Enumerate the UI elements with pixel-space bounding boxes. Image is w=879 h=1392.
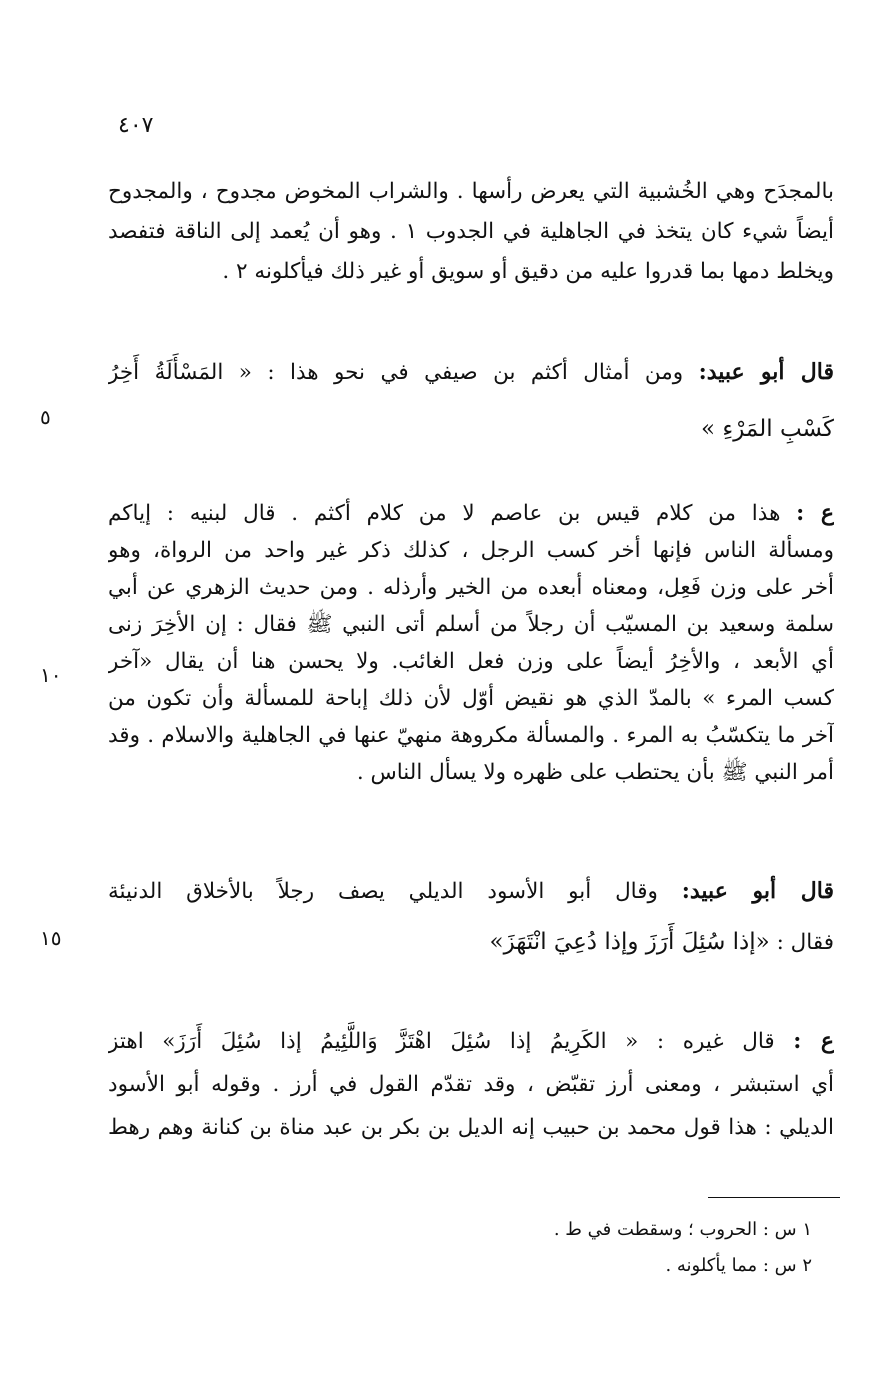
speaker-label: قال أبو عبيد: (698, 359, 834, 385)
footnote: ٢ س : مما يأكلونه . (665, 1255, 812, 1276)
paragraph-1 (108, 172, 834, 292)
page-number: ٤٠٧ (118, 113, 154, 138)
text-fragment: قال غيره : « الكَرِيمُ إذا سُئِلَ اهْتَزَّ وَاللَّئِيمُ إذا سُئِلَ أَرَزَ» اهتز (108, 1029, 794, 1054)
text-line: أي استبشر ، ومعنى أرز تقبّض ، وقد تقدّم القول في أرز . وقوله أبو الأسود (108, 1072, 834, 1097)
commentary-marker: ع : (796, 500, 834, 526)
text-line (108, 866, 834, 917)
text-line: أخر على وزن فَعِل، ومعناه أبعده من الخير وأرذله . ومن حديث الزهري عن أبي (108, 575, 834, 600)
text-line: سلمة وسعيد بن المسيّب أن رجلاً من أسلم أتى النبي ﷺ فقال : إن الأخِرَ زنى (108, 612, 834, 637)
paragraph-3 (108, 495, 834, 791)
text-line: كسب المرء » بالمدّ الذي هو نقيض أوّل لأن ذلك إباحة للمسألة وأن تكون من (108, 686, 834, 711)
paragraph-5 (108, 1020, 834, 1149)
footnotes (300, 1212, 812, 1284)
margin-line-number: ١٥ (40, 926, 62, 950)
text-fragment: ومن أمثال أكثم بن صيفي في نحو هذا : « المَسْأَلَةُ أَخِرُ (108, 360, 699, 385)
quote-line: كَسْبِ المَرْءِ » (701, 416, 834, 442)
text-line: أمر النبي ﷺ بأن يحتطب على ظهره ولا يسأل الناس . (356, 760, 834, 785)
text-line (108, 1020, 834, 1063)
footnote-divider (708, 1197, 840, 1198)
text-fragment: هذا من كلام قيس بن عاصم لا من كلام أكثم . قال لبنيه : إياكم (108, 501, 797, 526)
text-fragment: فقال : (769, 930, 834, 955)
margin-line-number: ١٠ (40, 663, 62, 687)
quote-text: «إذا سُئِلَ أَرَزَ وإذا دُعِيَ انْتَهَزَ» (489, 929, 770, 955)
text-line: ومسألة الناس فإنها أخر كسب الرجل ، كذلك ذكر غير واحد من الرواة، وهو (108, 538, 834, 563)
text-line (108, 495, 834, 532)
paragraph-2 (108, 344, 834, 457)
text-line: آخر ما يتكسّبُ به المرء . والمسألة مكروهة منهيّ عنها في الجاهلية والاسلام . وقد (108, 723, 834, 748)
text-line: أيضاً شيء كان يتخذ في الجاهلية في الجدوب ١ . وهو أن يُعمد إلى الناقة فتفصد (108, 219, 834, 244)
margin-line-number: ٥ (40, 405, 51, 429)
footnote: ١ س : الحروب ؛ وسقطت في ط . (553, 1219, 812, 1240)
text-line (108, 344, 834, 401)
text-line (108, 917, 834, 968)
text-line: أي الأبعد ، والأخِرُ أيضاً على وزن فعل الغائب. ولا يحسن هنا أن يقال «آخر (108, 649, 834, 674)
text-line: ويخلط دمها بما قدروا عليه من دقيق أو سويق أو غير ذلك فيأكلونه ٢ . (222, 259, 834, 284)
paragraph-4 (108, 866, 834, 968)
text-line: بالمجدَح وهي الخُشبية التي يعرض رأسها . والشراب المخوض مجدوح ، والمجدوح (108, 179, 834, 204)
text-line: الديلي : هذا قول محمد بن حبيب إنه الديل بن بكر بن عبد مناة بن كنانة وهم رهط (108, 1115, 834, 1140)
text-fragment: وقال أبو الأسود الديلي يصف رجلاً بالأخلاق الدنيئة (108, 879, 682, 904)
speaker-label: قال أبو عبيد: (681, 878, 834, 904)
commentary-marker: ع : (793, 1028, 834, 1054)
